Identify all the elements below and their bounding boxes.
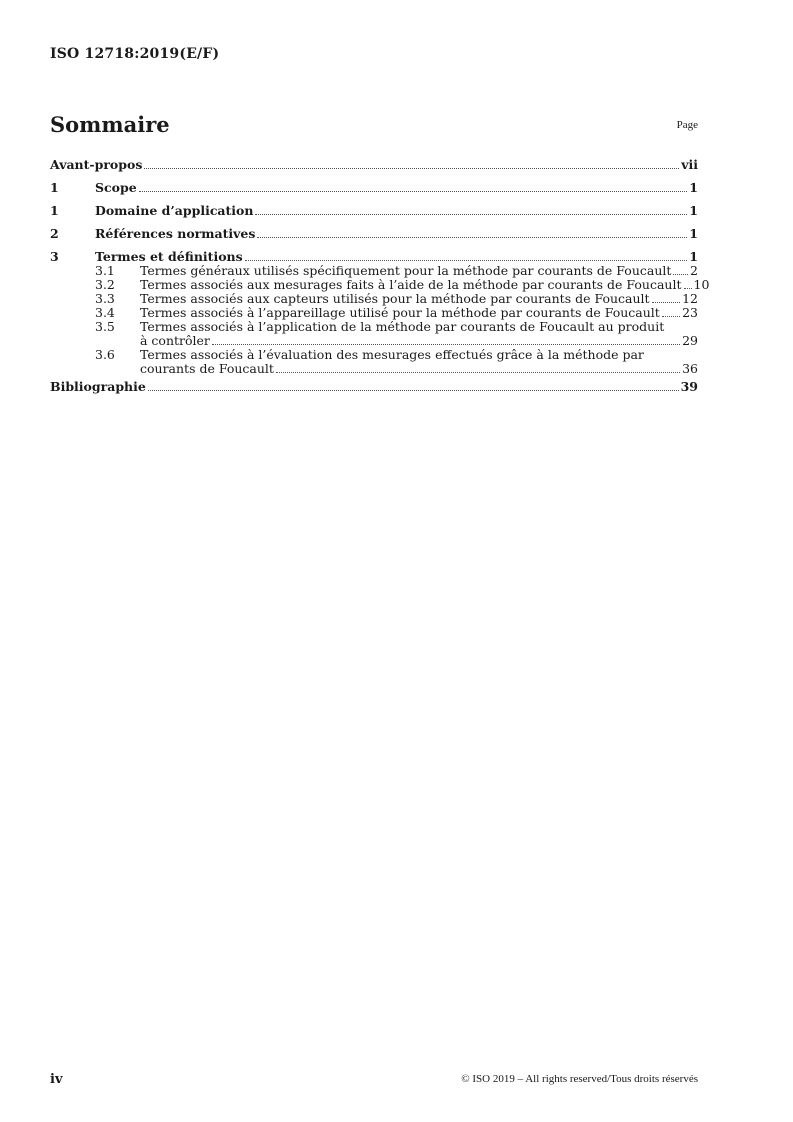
toc-entry-page: 23: [682, 305, 698, 320]
toc-subentry-3-1[interactable]: [50, 264, 698, 278]
dot-leader: [257, 237, 687, 238]
toc-entry-scope[interactable]: [50, 181, 698, 195]
dot-leader: [684, 288, 692, 289]
toc-entry-number: 1: [50, 180, 59, 195]
toc-subentry-3-2[interactable]: [50, 277, 710, 292]
toc-entry-text: Termes associés aux capteurs utilisés pour la méthode par courants de Foucault: [140, 291, 650, 306]
toc-entry-text: Références normatives: [95, 226, 256, 241]
toc-entry-page: 12: [682, 291, 698, 306]
dot-leader: [673, 274, 688, 275]
toc-entry-number: 3.6: [95, 347, 115, 362]
toc-entry-page: 1: [689, 180, 698, 195]
dot-leader: [139, 191, 688, 192]
toc-entry-text-continued: courants de Foucault: [140, 361, 274, 376]
toc-entry-number: 3.1: [95, 263, 115, 278]
copyright-notice: © ISO 2019 – All rights reserved/Tous droits réservés: [461, 1073, 698, 1085]
toc-entry-page: 36: [682, 361, 698, 376]
toc-entry-text-continued: à contrôler: [140, 333, 210, 348]
toc-entry-page: 1: [689, 226, 698, 241]
toc-entry-number: 1: [50, 203, 59, 218]
toc-entry-text: Termes associés à l’évaluation des mesurages effectués grâce à la méthode par: [140, 347, 644, 362]
dot-leader: [245, 260, 688, 261]
toc-entry-page: 1: [689, 203, 698, 218]
table-of-contents: [50, 154, 710, 394]
toc-entry-page: 2: [690, 263, 698, 278]
toc-entry-text: Termes généraux utilisés spécifiquement pour la méthode par courants de Foucault: [140, 263, 672, 278]
dot-leader: [276, 372, 680, 373]
toc-entry-text: Termes associés aux mesurages faits à l’aide de la méthode par courants de Foucault: [140, 277, 682, 292]
toc-entry-number: 3: [50, 249, 59, 264]
toc-entry-text: Termes et définitions: [95, 249, 243, 264]
toc-entry-text: Bibliographie: [50, 379, 146, 394]
toc-entry-text: Domaine d’application: [95, 203, 254, 218]
toc-entry-page: 39: [680, 379, 698, 394]
dot-leader: [144, 168, 679, 169]
dot-leader: [148, 390, 679, 391]
toc-entry-number: 3.4: [95, 305, 115, 320]
toc-entry-avant-propos[interactable]: [50, 158, 698, 172]
toc-entry-text: Termes associés à l’application de la méthode par courants de Foucault au produit: [140, 319, 665, 334]
toc-entry-number: 3.2: [95, 277, 115, 292]
toc-entry-page: vii: [681, 157, 698, 172]
toc-entry-page: 10: [693, 277, 710, 292]
document-id: ISO 12718:2019(E/F): [50, 46, 220, 62]
toc-entry-bibliographie[interactable]: [50, 380, 698, 394]
dot-leader: [212, 344, 680, 345]
toc-entry-number: 3.5: [95, 319, 115, 334]
toc-subentry-3-4[interactable]: [50, 306, 698, 320]
toc-entry-text: Scope: [95, 180, 137, 195]
toc-entry-page: 1: [689, 249, 698, 264]
dot-leader: [662, 316, 680, 317]
toc-entry-references[interactable]: [50, 227, 698, 241]
toc-subentry-3-6[interactable]: [50, 348, 698, 376]
toc-entry-page: 29: [682, 333, 698, 348]
toc-entry-text: Avant-propos: [50, 157, 143, 172]
dot-leader: [652, 302, 681, 303]
toc-subentry-3-5[interactable]: [50, 320, 698, 348]
page-column-label: Page: [676, 119, 698, 131]
toc-entry-number: 2: [50, 226, 59, 241]
toc-entry-text: Termes associés à l’appareillage utilisé pour la méthode par courants de Foucault: [140, 305, 660, 320]
toc-entry-number: 3.3: [95, 291, 115, 306]
page-title: Sommaire: [50, 112, 170, 137]
toc-entry-termes[interactable]: [50, 250, 698, 264]
toc-entry-domaine[interactable]: [50, 204, 698, 218]
page-number: iv: [50, 1072, 63, 1087]
toc-subentry-3-3[interactable]: [50, 292, 698, 306]
dot-leader: [255, 214, 687, 215]
